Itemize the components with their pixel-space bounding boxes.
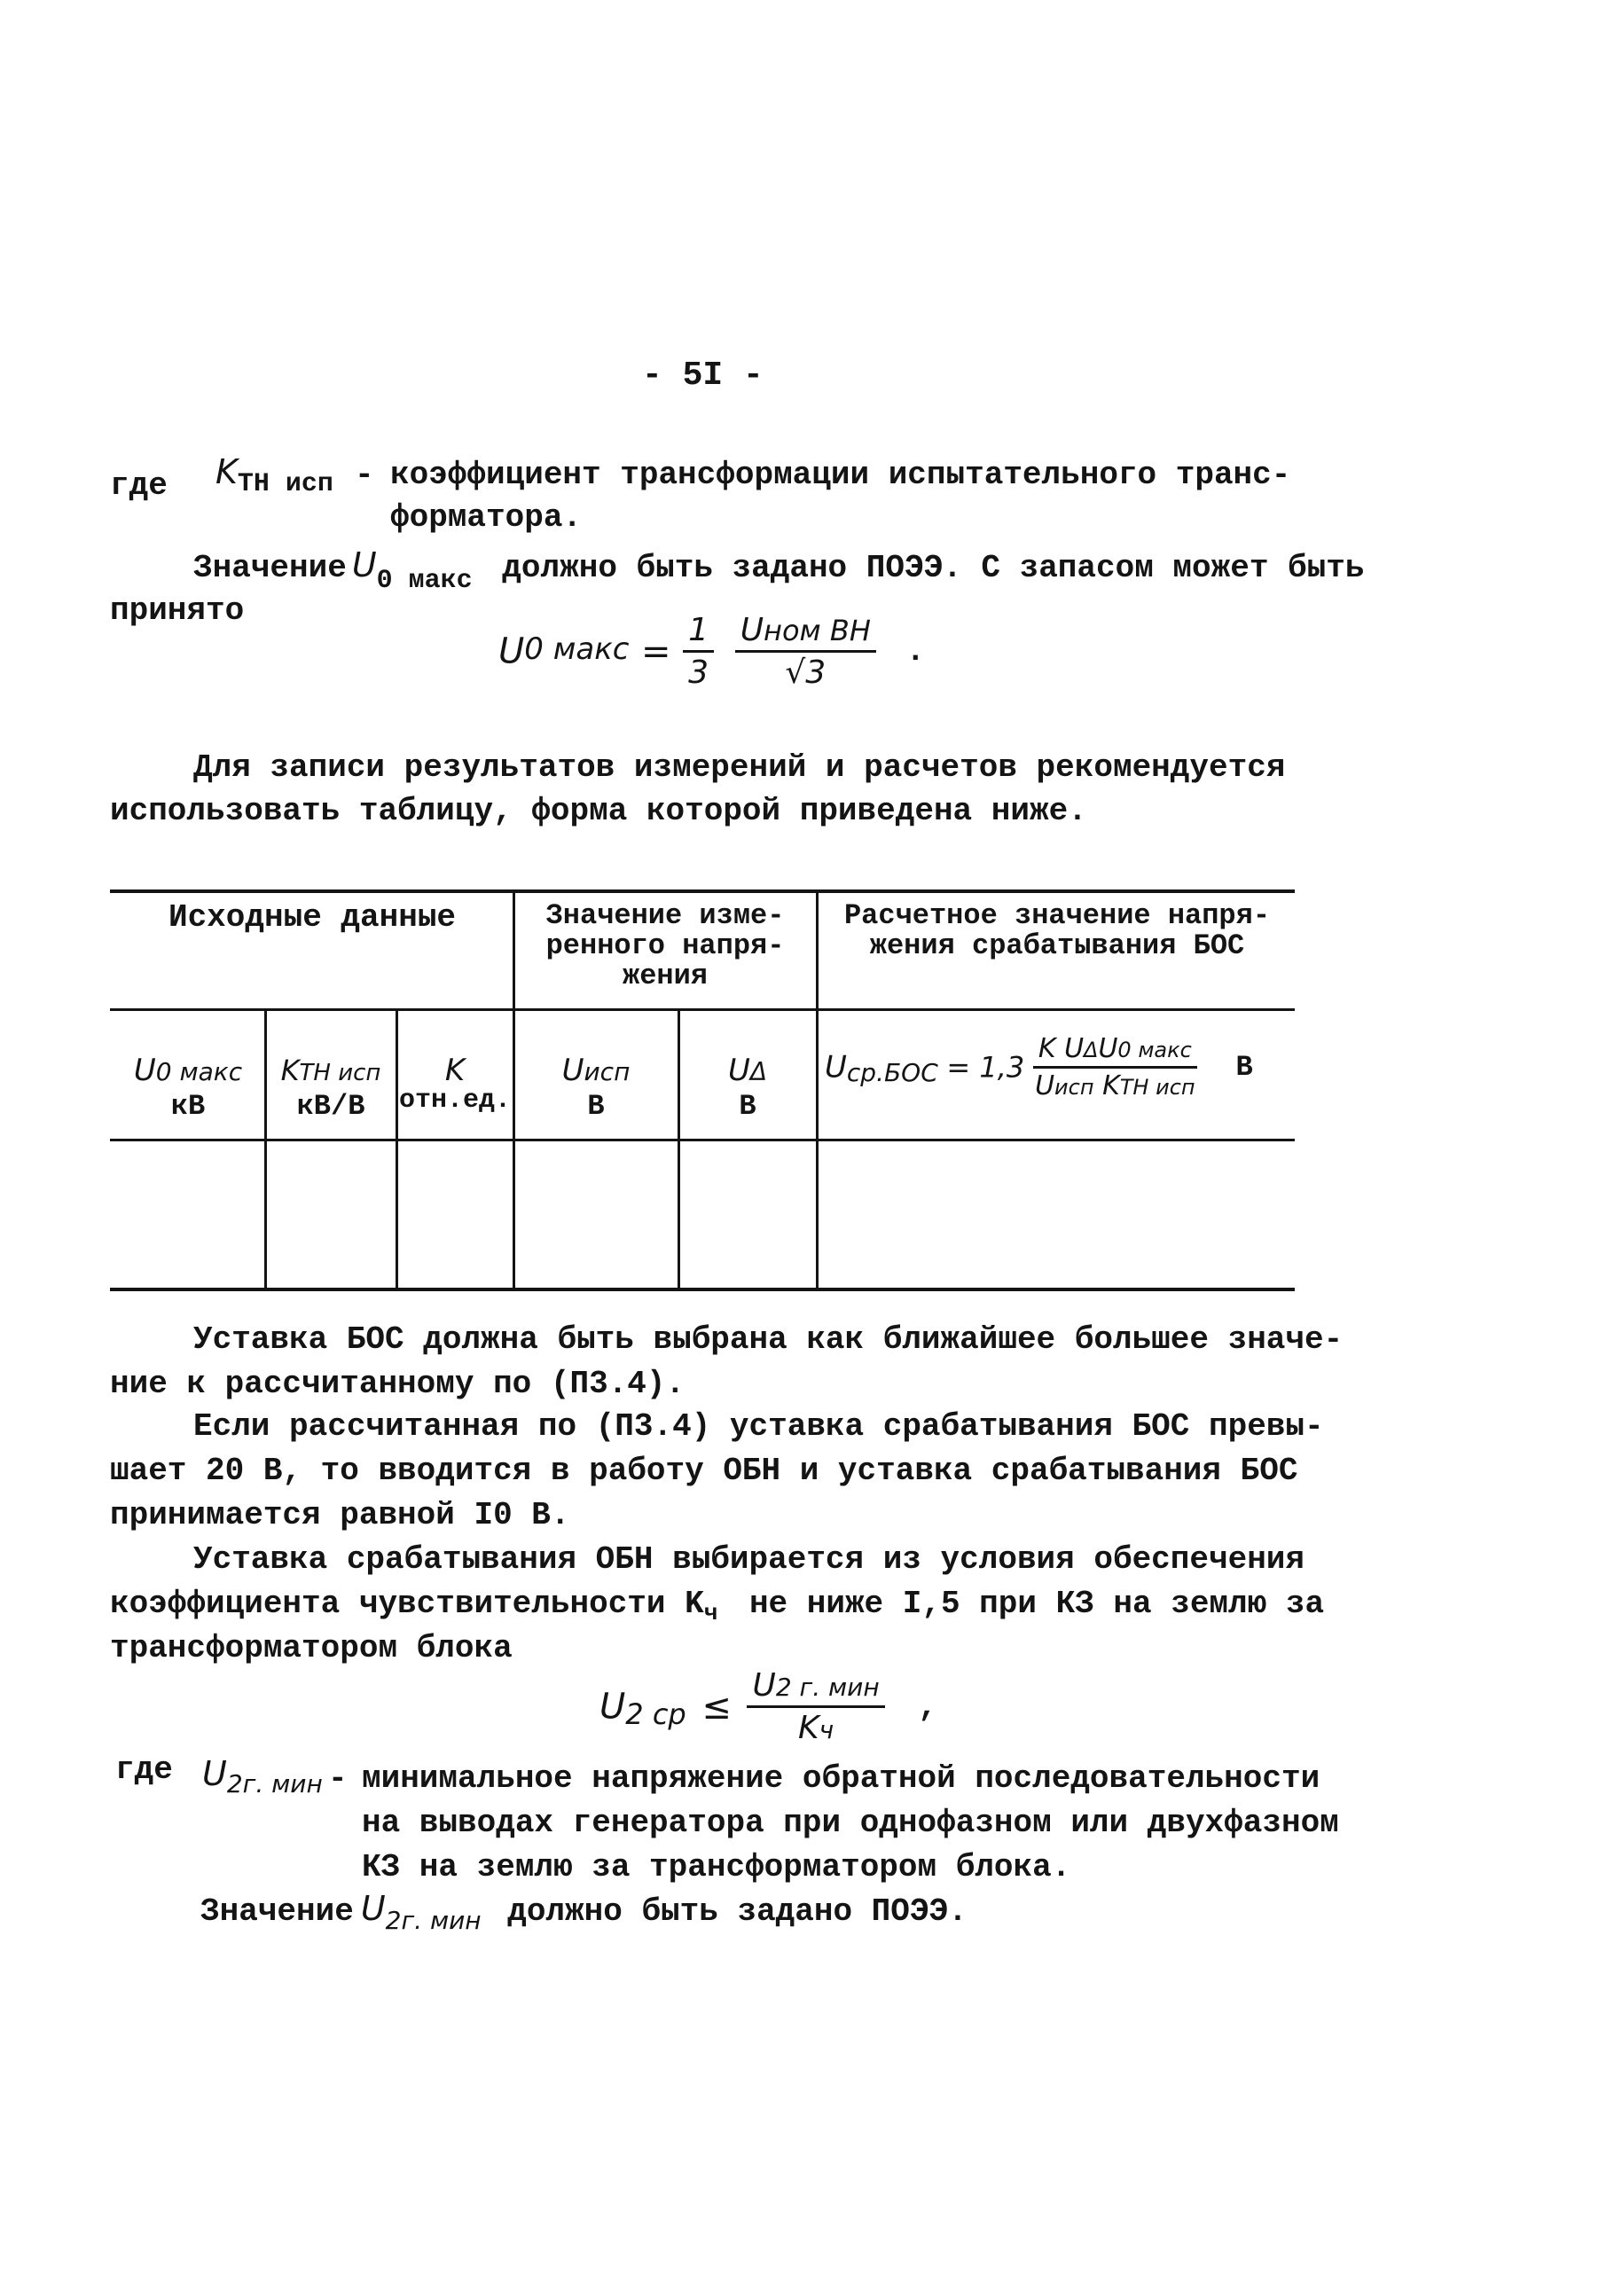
formula-u0-max: U0 макс = $\frac{1}{3}$ $\frac{\text{Uном ВН}}{√3}$ . — [498, 612, 926, 691]
col-ktn-isp: KТН исп кВ/В — [280, 1054, 381, 1123]
table-divider — [396, 1010, 398, 1289]
table-rule — [110, 1288, 1295, 1291]
definition-dash: - — [328, 1760, 348, 1797]
col-u-delta: UΔ В — [727, 1053, 768, 1123]
paragraph-line: Уставка БОС должна быть выбрана как ближайшее большее значе- — [193, 1321, 1344, 1358]
header-calculated-voltage: Расчетное значение напря- жения срабатывания БОС — [843, 899, 1271, 962]
paragraph-line: Для записи результатов измерений и расчетов рекомендуется — [193, 749, 1286, 786]
header-source-data: Исходные данные — [168, 899, 457, 936]
definition-line: КЗ на землю за трансформатором блока. — [362, 1849, 1071, 1885]
table-rule — [110, 1008, 1295, 1011]
u2-g-min-symbol: U2г. мин — [202, 1754, 323, 1798]
definition-line: минимальное напряжение обратной последовательности — [362, 1760, 1320, 1797]
paragraph-line: Значение $U_{2г. мин}$ должно быть задано ПОЭЭ. — [200, 1889, 968, 1935]
paragraph-line: принято — [110, 592, 245, 629]
col-u-isp: Uисп В — [561, 1053, 631, 1123]
paragraph-line: принимается равной I0 В. — [110, 1497, 570, 1533]
paragraph-line: Уставка срабатывания ОБН выбирается из условия обеспечения — [193, 1541, 1305, 1578]
paragraph-line: шает 20 В, то вводится в работу ОБН и уставка срабатывания БОС — [110, 1453, 1298, 1489]
table-rule — [110, 1139, 1295, 1141]
where-label: где — [115, 1751, 173, 1788]
definition-line: на выводах генератора при однофазном или двухфазном — [362, 1805, 1339, 1841]
col-u0-max: U0 макс кВ — [133, 1053, 243, 1123]
paragraph-line: трансформатором блока — [110, 1630, 513, 1666]
col-k: K отн.ед. — [399, 1053, 512, 1116]
table-divider — [513, 891, 515, 1289]
ktn-isp-symbol: KТН исп — [215, 452, 333, 499]
definition-line: форматора. — [390, 499, 583, 536]
paragraph-line: Значение $U_{0 макс}$ должно быть задано ПОЭЭ. С запасом может быть — [193, 545, 1365, 596]
where-label: где — [110, 467, 168, 504]
definition-line: коэффициент трансформации испытательного транс- — [390, 457, 1291, 493]
formula-u2-sr: U2 ср ≤ $\frac{\text{U2 г. мин}}{Kч}$ , — [599, 1667, 937, 1746]
paragraph-line: использовать таблицу, форма которой приведена ниже. — [110, 793, 1087, 829]
paragraph-line: Если рассчитанная по (П3.4) уставка срабатывания БОС превы- — [193, 1408, 1324, 1445]
paragraph-line: ние к рассчитанному по (П3.4). — [110, 1366, 686, 1402]
page-number: - 5I - — [642, 357, 764, 395]
paragraph-line: коэффициента чувствительности $K_ч$ не ниже I,5 при КЗ на землю за — [110, 1586, 1325, 1626]
col-u-sr-bos-formula: Uср.БОС = 1,3 $\frac{\text{K UΔU0 макс}}{\text{Uисп KТН исп}}$ В — [825, 1033, 1253, 1101]
header-measured-voltage: Значение изме- ренного напря- жения — [545, 899, 785, 992]
table-divider — [678, 1010, 680, 1289]
table-rule — [110, 889, 1295, 893]
table-divider — [816, 891, 819, 1289]
table-divider — [264, 1010, 267, 1289]
definition-dash: - — [355, 457, 374, 493]
